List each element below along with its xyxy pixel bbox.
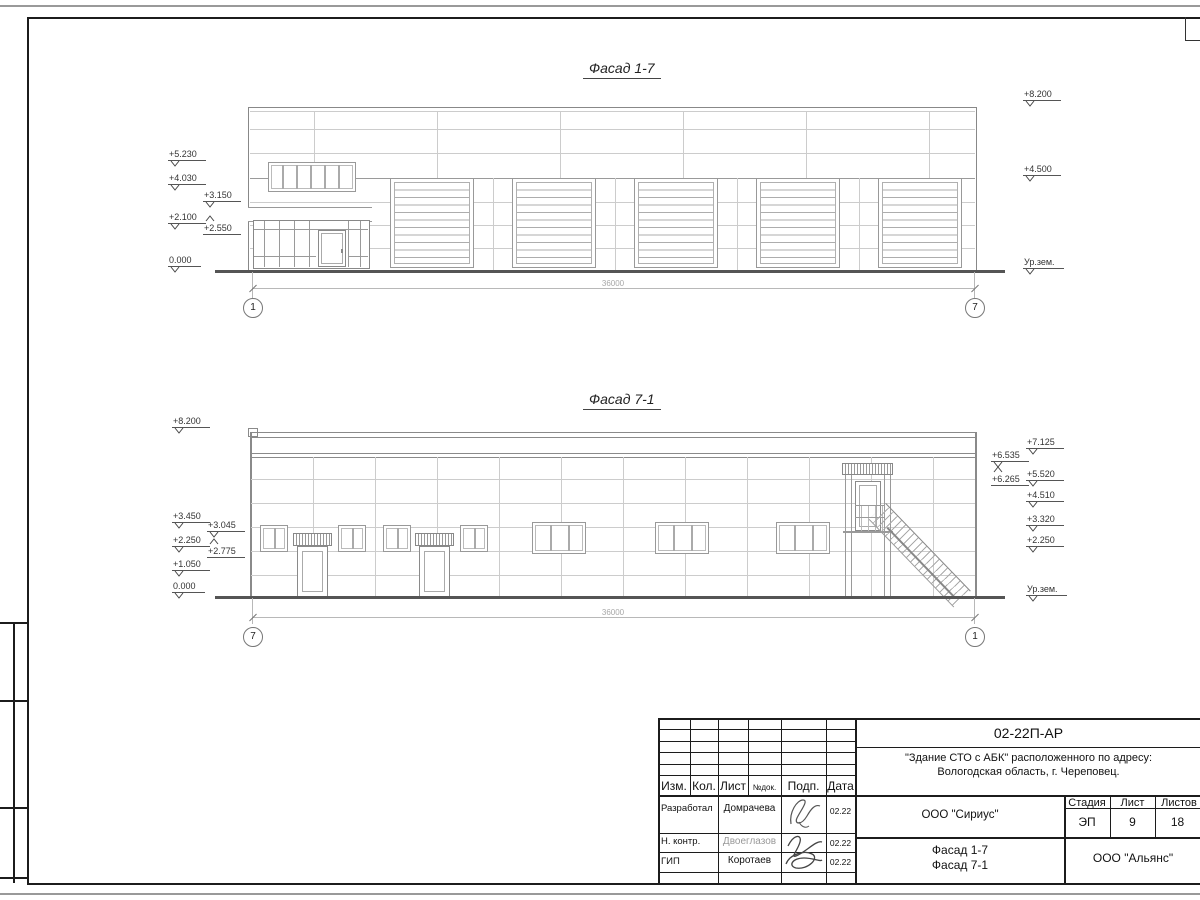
elevation-mark: +8.200 [172, 416, 222, 428]
sectional-gate-3 [634, 178, 718, 268]
sign-date: 02.22 [829, 806, 852, 816]
sheet-label: Лист [1120, 797, 1145, 809]
person-name: Двоеглазов [722, 836, 777, 847]
col-data: Дата [827, 779, 854, 793]
elevation-mark: +5.230 [168, 149, 218, 161]
axis-bubble: 1 [243, 298, 263, 318]
doc-code: 02-22П-АР [993, 725, 1064, 741]
elevation-mark: +3.450 [172, 511, 222, 523]
elevation-mark: 0.000 [168, 255, 218, 267]
elevation-mark: +2.250 [172, 535, 222, 547]
org-design: ООО "Сириус" [921, 809, 999, 821]
entrance-storefront [253, 220, 370, 269]
elevation-mark: +4.030 [168, 173, 218, 185]
sectional-gate-2 [512, 178, 596, 268]
elevation-mark: +1.050 [172, 559, 222, 571]
window [776, 522, 830, 554]
window [260, 525, 288, 552]
role-label: Разработал [661, 803, 713, 814]
person-name: Домрачева [723, 803, 776, 814]
facade-7-1-title: Фасад 7-1 [583, 391, 661, 410]
corner-box [1185, 17, 1200, 41]
col-kol: Кол. [692, 779, 716, 793]
elevation-mark: Ур.зем. [1026, 584, 1076, 596]
project-name-line2: Вологодская область, г. Череповец. [937, 766, 1120, 778]
window [532, 522, 586, 554]
role-label: Н. контр. [661, 836, 701, 847]
sheet-title-line1: Фасад 1-7 [931, 843, 989, 857]
ground-line [215, 270, 1005, 273]
sectional-gate-5 [878, 178, 962, 268]
axis-bubble: 7 [243, 627, 263, 647]
sign-date: 02.22 [829, 838, 852, 848]
door [297, 546, 328, 597]
sign-date: 02.22 [829, 857, 852, 867]
col-podp: Подп. [787, 779, 820, 793]
axis-bubble: 1 [965, 627, 985, 647]
elevation-mark: +2.550 [203, 223, 253, 235]
elevation-mark: Ур.зем. [1023, 257, 1073, 269]
ground-line [215, 596, 1005, 599]
facade-1-7-title: Фасад 1-7 [583, 60, 661, 79]
door-canopy [842, 463, 893, 475]
elevation-mark: +6.535 [991, 450, 1041, 462]
sectional-gate-1 [390, 178, 474, 268]
person-name: Коротаев [727, 855, 772, 866]
door [419, 546, 450, 597]
elevation-mark: +4.510 [1026, 490, 1076, 502]
door-handle [341, 249, 343, 253]
window [338, 525, 366, 552]
elevation-mark: 0.000 [172, 581, 222, 593]
elevation-mark: +2.100 [168, 212, 218, 224]
elevation-mark: +6.265 [991, 474, 1041, 486]
sheets-total: 18 [1170, 815, 1185, 829]
signature [782, 832, 826, 874]
elevation-mark: +5.520 [1026, 469, 1076, 481]
col-ndok: №док. [752, 783, 777, 792]
stage-label: Стадия [1068, 797, 1106, 809]
role-label: ГИП [661, 856, 680, 867]
elevation-mark: +7.125 [1026, 437, 1076, 449]
elevation-mark: +3.320 [1026, 514, 1076, 526]
ribbon-window [268, 162, 356, 192]
sectional-gate-4 [756, 178, 840, 268]
entrance-door [318, 230, 346, 267]
drawing-sheet: Фасад 1-7 36000 1 7 +5.230 +4.030 +3.150 +2.100 +2.550 0.000 +8.200 +4.500 Ур.зем. Фасад 7-1 36000 7 1 +8.200 +3.450 +3.045 +2.250 +2.775 +1.050 0.000 +7.125 +6.535 +6.265 +5.520 +4.510 +3.320 +2.250 Ур.зем. Изм. Кол. Лист №док. Подп. Дата Разработал Домрачева 02.22 Н. контр. Двоеглазов 02.22 ГИП Коротаев 02.22 02-22П-АР "Здание СТО с АБК" расположенного по адресу: Вологодская область, г. Череповец. ООО "Сириус" Стадия Лист Листов ЭП 9 18 Фасад 1-7 Фасад 7-1 ООО "Альянс" [0, 0, 1200, 900]
org-client: ООО "Альянс" [1092, 851, 1174, 865]
window [383, 525, 411, 552]
stair-stringer [887, 527, 955, 598]
elevation-mark: +3.150 [203, 190, 253, 202]
door-canopy [293, 533, 332, 546]
sheet-title-line2: Фасад 7-1 [931, 858, 989, 872]
stage-value: ЭП [1078, 815, 1096, 829]
axis-bubble: 7 [965, 298, 985, 318]
elevation-mark: +4.500 [1023, 164, 1073, 176]
elevation-mark: +3.045 [207, 520, 257, 532]
col-izm: Изм. [661, 779, 687, 793]
project-name-line1: "Здание СТО с АБК" расположенного по адресу: [904, 752, 1153, 764]
window [460, 525, 488, 552]
elevation-mark: +8.200 [1023, 89, 1073, 101]
elevation-mark: +2.250 [1026, 535, 1076, 547]
elevation-mark: +2.775 [207, 546, 257, 558]
signature [787, 796, 825, 832]
sheet-number: 9 [1129, 815, 1136, 829]
window [655, 522, 709, 554]
door-canopy [415, 533, 454, 546]
col-list: Лист [719, 779, 747, 793]
sheets-label: Листов [1161, 797, 1197, 809]
